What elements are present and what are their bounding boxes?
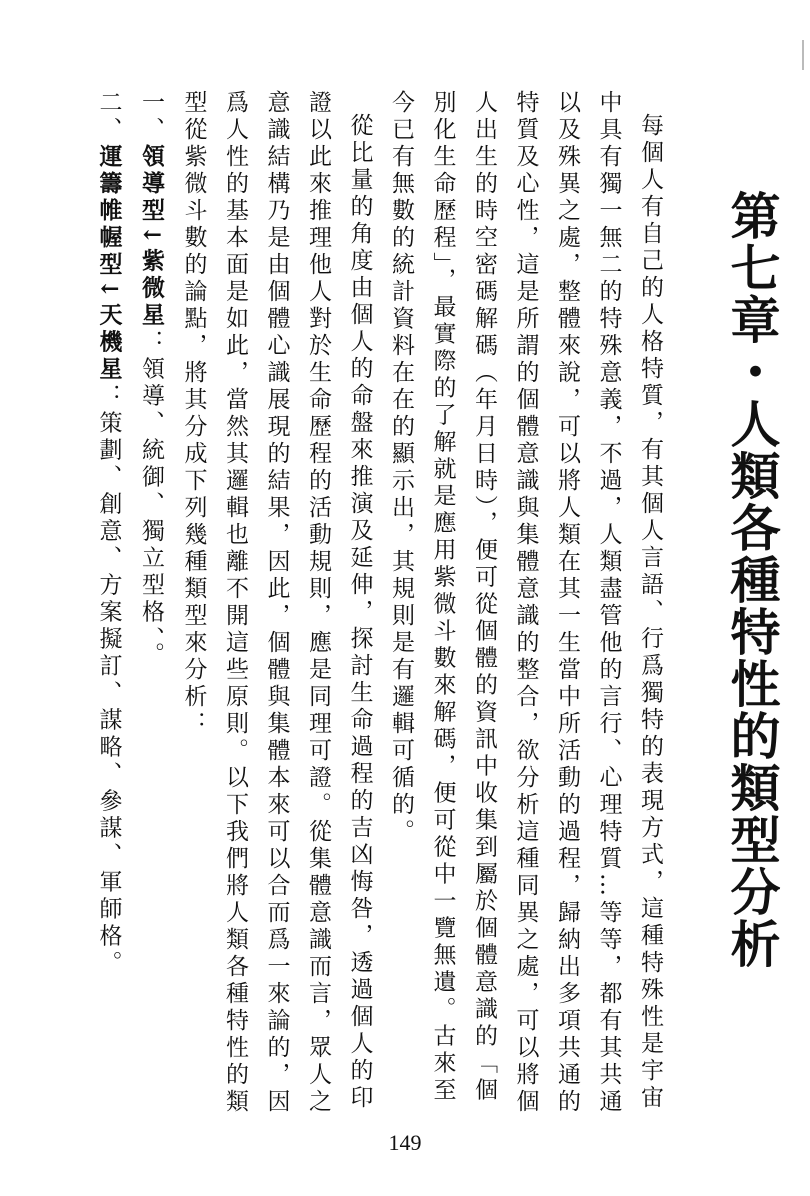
paragraph-2: 從比量的角度由個人的命盤來推演及延伸，探討生命過程的吉凶悔咎，透過個人的印證以此來推理他人對於生命歷程的活動規則，應是同理可證。從集體意識而言，眾人之意識結構乃是由個體心識展現的結果，因此，個體與集體本來可以合而爲一來論的，因爲人性的基本面是如此，當然其邏輯也離不開這些原則。以下我們將人類各種特性的類型從紫微斗數的論點，將其分成下列幾種類型來分析： xyxy=(180,90,373,1116)
list-item-text: ：領導、統御、獨立型格、。 xyxy=(138,329,164,669)
paragraph-1: 每個人有自己的人格特質，有其個人言語、行爲獨特的表現方式，這種特殊性是宇宙中具有獨一無二的特殊意義，不過，人類盡管他的言行、心理特質…等等，都有其共通以及殊異之處，整體來說，可以將人類在其一生當中所活動的過程，歸納出多項共通的特質及心性，這是所謂的個體意識與集體意識的整合，欲分析這種同異之處，可以將個人出生的時空密碼解碼（年月日時），便可從個體的資訊中收集到屬於個體意識的「個別化生命歷程」，最實際的了解就是應用紫微斗數來解碼，便可從中一覽無遺。古來至今已有無數的統計資料在在的顯示出，其規則是有邏輯可循的。 xyxy=(388,90,663,1116)
list-item-2 xyxy=(87,90,130,1130)
list-item-text: ：策劃、創意、方案擬訂、謀略、參謀、軍師格。 xyxy=(95,383,122,978)
body-text xyxy=(95,90,670,1130)
chapter-title: 第七章・人類各種特性的類型分析 xyxy=(722,190,782,970)
page-number: 149 xyxy=(388,1130,422,1155)
list-item-heading: 領導型↓紫微星 xyxy=(138,144,165,330)
list-item-number: 一、 xyxy=(138,90,164,144)
scan-edge-mark xyxy=(802,40,804,70)
list-item-number: 二、 xyxy=(95,90,122,144)
list-item-1 xyxy=(130,90,173,1130)
list-item-heading: 運籌帷幄型↓天機星 xyxy=(95,144,123,384)
